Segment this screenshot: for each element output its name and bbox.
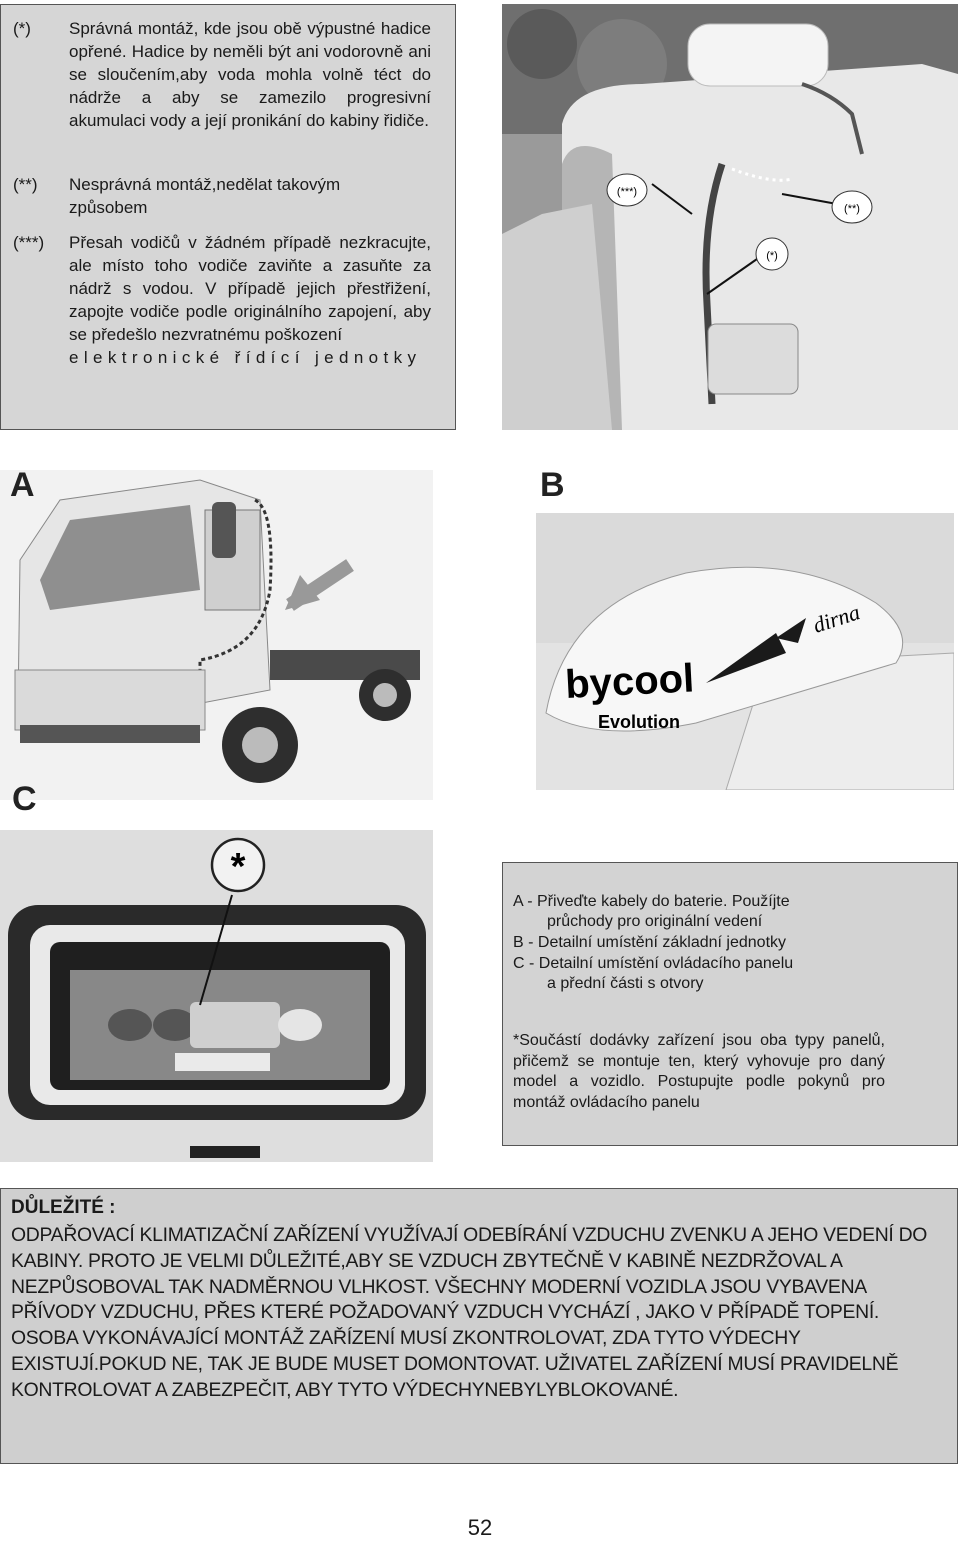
product-sub-logo: Evolution xyxy=(598,712,680,732)
note-text: Nesprávná montáž,nedělat takovým způsobem xyxy=(69,175,341,217)
callout-label: (**) xyxy=(844,203,860,215)
page-number: 52 xyxy=(467,1515,493,1540)
figure-b-unit xyxy=(536,513,954,790)
important-title: DŮLEŽITÉ : xyxy=(11,1197,116,1218)
legend-row: a přední části s otvory xyxy=(547,975,704,992)
figure-c-label: C xyxy=(12,780,37,818)
callout-label: (*) xyxy=(766,250,778,262)
note-mark: (***) xyxy=(13,233,45,252)
note-mark: (**) xyxy=(13,175,38,194)
callout-label: (***) xyxy=(616,186,638,198)
note-text: Přesah vodičů v žádném případě nezkracujte, ale místo toho vodiče zaviňte a zasuňte za nádrž s vodou. V případě jejich přestřižení, zapojte vodiče podle originálního zapojení, aby se předešlo nezvratnému poškození elektronické řídící jednotky xyxy=(69,233,431,367)
legend-row: C - Detailní umístění ovládacího panelu xyxy=(513,955,794,972)
installation-notes-box xyxy=(0,4,456,430)
legend-note: *Součástí dodávky zařízení jsou oba typy panelů, přičemž se montuje ten, který vyhovuje pro daný model a vozidlo. Postupujte podle pokynů pro montáž ovládacího panelu xyxy=(513,1032,885,1111)
figure-b-label: B xyxy=(540,466,565,504)
ac-unit-illustration xyxy=(536,513,954,790)
figure-a-label: A xyxy=(10,466,35,504)
truck-illustration xyxy=(0,470,433,800)
cabin-photo-illustration xyxy=(502,4,958,430)
brand-logo: dirna xyxy=(809,599,863,638)
figure-a-truck xyxy=(0,470,433,800)
cabin-photo xyxy=(502,4,958,430)
legend-row: B - Detailní umístění základní jednotky xyxy=(513,934,787,951)
legend-row: průchody pro originální vedení xyxy=(547,913,763,930)
figure-c-panel xyxy=(0,830,433,1162)
product-logo: bycool xyxy=(564,656,696,707)
figure-legend-box xyxy=(502,862,958,1146)
legend-row: A - Přiveďte kabely do baterie. Použíjte xyxy=(513,893,790,910)
note-mark: (*) xyxy=(13,19,31,38)
important-body: ODPAŘOVACÍ KLIMATIZAČNÍ ZAŘÍZENÍ VYUŽÍVAJÍ ODEBÍRÁNÍ VZDUCHU ZVENKU A JEHO VEDENÍ DO KABINY. PROTO JE VELMI DŮLEŽITÉ,ABY SE VZDUCH ZBYTEČNĚ V KABINĚ NEZDRŽOVAL A NEZPŮSOBOVAL TAK NADMĚRNOU VLHKOST. VŠECHNY MODERNÍ VOZIDLA JSOU VYBAVENA PŘÍVODY VZDUCHU, PŘES KTERÉ POŽADOVANÝ VZDUCH VYCHÁZÍ , JAKO V PŘÍPADĚ TOPENÍ. OSOBA VYKONÁVAJÍCÍ MONTÁŽ ZAŘÍZENÍ MUSÍ ZKONTROLOVAT, ZDA TYTO VÝDECHY EXISTUJÍ.POKUD NE, TAK JE BUDE MUSET DOMONTOVAT. UŽIVATEL ZAŘÍZENÍ MUSÍ PRAVIDELNĚ KONTROLOVAT A ZABEZPEČIT, ABY TYTO VÝDECHYNEBYLYBLOKOVANÉ. xyxy=(11,1224,928,1401)
important-notice-box xyxy=(0,1188,958,1464)
control-panel-illustration xyxy=(0,830,433,1162)
asterisk-callout: * xyxy=(230,846,246,888)
note-text: Správná montáž, kde jsou obě výpustné hadice opřené. Hadice by neměli být ani vodorovně ani se sloučením,aby voda mohla volně téct do nádrže a aby se zamezilo progresivní akumulaci vody a její pronikání do kabiny řidiče. xyxy=(69,19,431,130)
